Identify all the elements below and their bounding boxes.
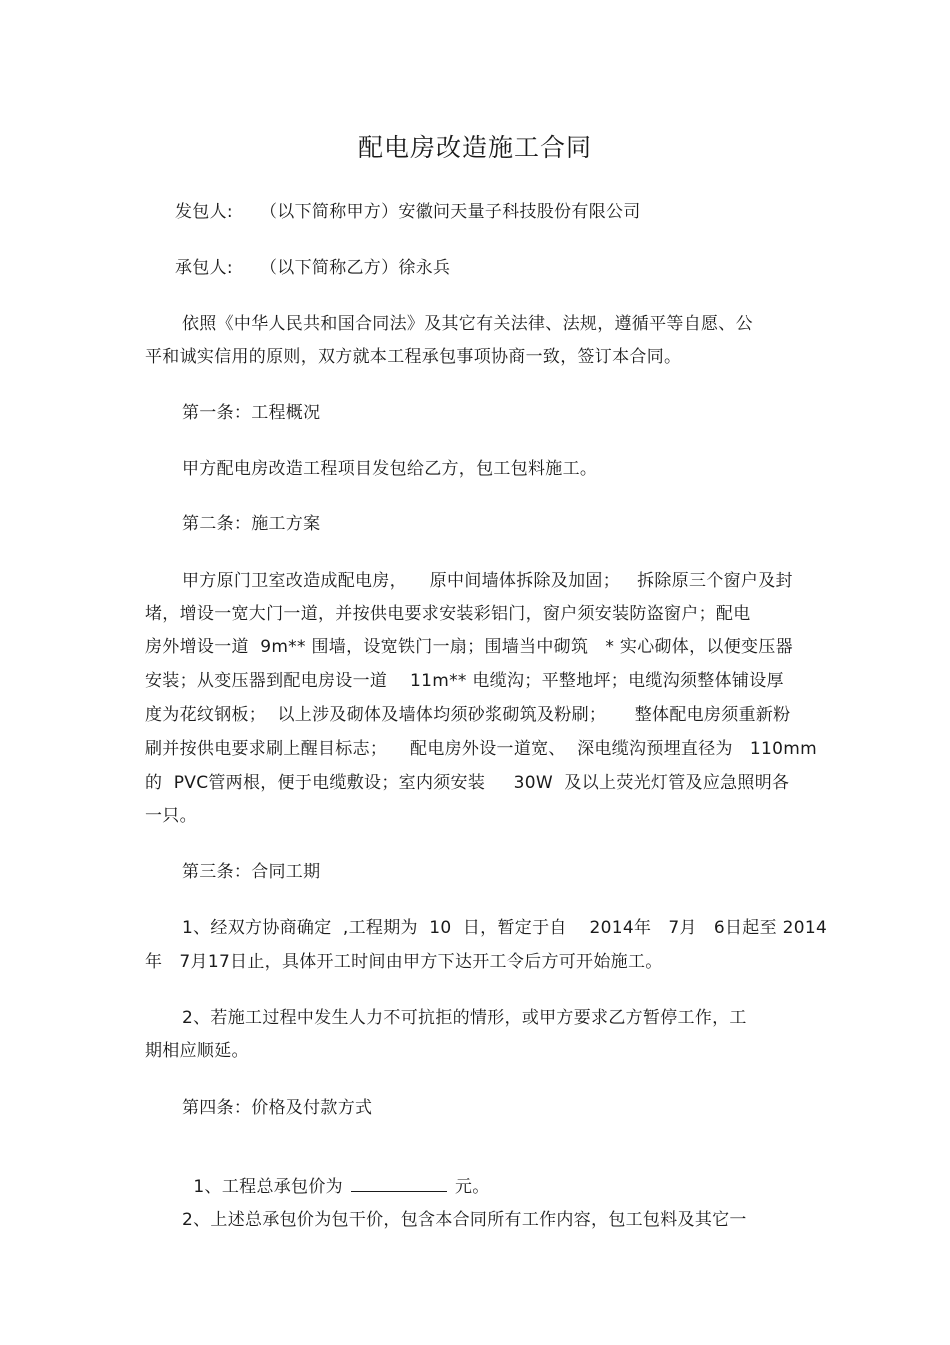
article-4-item-2-line-1: 2、上述总承包价为包干价，包含本合同所有工作内容，包工包料及其它一 bbox=[182, 1210, 747, 1230]
article-2-line: 安装；从变压器到配电房设一道 11m** 电缆沟；平整地坪；电缆沟须整体铺设厚 bbox=[145, 671, 784, 691]
article-4-heading: 第四条：价格及付款方式 bbox=[182, 1098, 373, 1118]
document-title: 配电房改造施工合同 bbox=[357, 133, 592, 162]
client-label: 发包人: bbox=[175, 202, 233, 222]
article-4-item-1-suffix: 元。 bbox=[454, 1177, 490, 1197]
article-3-item-1-line-1: 1、经双方协商确定 ,工程期为 10 日，暂定于自 2014年 7月 6日起至 2014 bbox=[182, 918, 828, 938]
article-2-line: 堵，增设一宽大门一道，并按供电要求安装彩铝门，窗户须安装防盗窗户；配电 bbox=[145, 604, 751, 624]
article-4-item-1-prefix: 1、工程总承包价为 bbox=[193, 1177, 343, 1197]
contractor-value: （以下简称乙方）徐永兵 bbox=[260, 258, 451, 278]
article-4-item-1 bbox=[182, 1153, 490, 1198]
article-2-line: 度为花纹钢板； 以上涉及砌体及墙体均须砂浆砌筑及粉刷； 整体配电房须重新粉 bbox=[145, 705, 791, 725]
article-2-line: 的 PVC管两根，便于电缆敷设；室内须安装 30W 及以上荧光灯管及应急照明各 bbox=[145, 773, 790, 793]
article-2-heading: 第二条：施工方案 bbox=[182, 514, 321, 534]
article-2-line: 甲方原门卫室改造成配电房， 原中间墙体拆除及加固； 拆除原三个窗户及封 bbox=[182, 571, 793, 591]
price-blank-line bbox=[351, 1175, 447, 1192]
intro-line-1: 依照《中华人民共和国合同法》及其它有关法律、法规，遵循平等自愿、公 bbox=[182, 314, 753, 334]
article-3-item-1-line-2: 年 7月17日止，具体开工时间由甲方下达开工令后方可开始施工。 bbox=[145, 952, 663, 972]
article-3-item-2-line-1: 2、若施工过程中发生人力不可抗拒的情形，或甲方要求乙方暂停工作，工 bbox=[182, 1008, 747, 1028]
contractor-label: 承包人: bbox=[175, 258, 233, 278]
intro-line-2: 平和诚实信用的原则，双方就本工程承包事项协商一致，签订本合同。 bbox=[145, 347, 682, 367]
article-2-line: 刷并按供电要求刷上醒目标志； 配电房外设一道宽、 深电缆沟预埋直径为 110mm bbox=[145, 739, 818, 759]
article-3-item-2-line-2: 期相应顺延。 bbox=[145, 1041, 249, 1061]
article-1-body: 甲方配电房改造工程项目发包给乙方，包工包料施工。 bbox=[182, 459, 598, 479]
article-2-line: 房外增设一道 9m** 围墙，设宽铁门一扇；围墙当中砌筑 * 实心砌体，以便变压器 bbox=[145, 637, 793, 657]
client-value: （以下简称甲方）安徽问天量子科技股份有限公司 bbox=[260, 202, 641, 222]
article-1-heading: 第一条：工程概况 bbox=[182, 403, 321, 423]
article-2-line: 一只。 bbox=[145, 806, 197, 826]
article-3-heading: 第三条：合同工期 bbox=[182, 862, 321, 882]
